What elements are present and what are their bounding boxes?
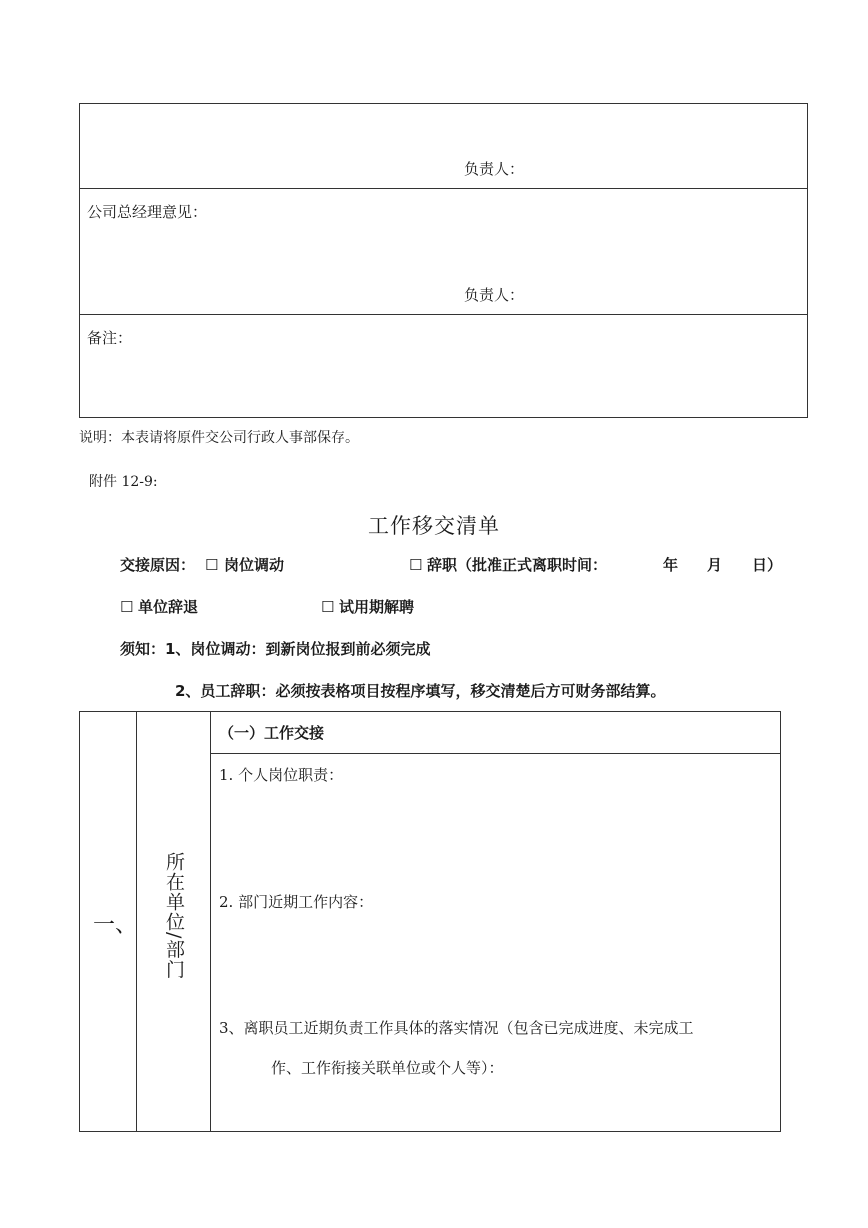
dismiss-checkbox[interactable]: ☐ [120,598,134,616]
gm-opinion-heading: 公司总经理意见： [87,203,208,221]
work-handover-heading: （一）工作交接 [219,724,325,742]
probation-checkbox[interactable]: ☐ [321,598,335,616]
notice-line-1: 须知：1、岗位调动：到新岗位报到前必须完成 [120,640,431,658]
reason-label: 交接原因： [120,556,196,574]
row1-signer-label: 负责人： [464,160,525,178]
top-table [79,103,808,418]
resign-checkbox[interactable]: ☐ [409,556,423,574]
resign-year-label: 年 [663,556,679,574]
top-table-divider-2 [79,314,808,315]
form-title: 工作移交清单 [368,514,500,538]
probation-option-label: 试用期解聘 [339,598,415,616]
section-number: 一、 [93,913,138,938]
resign-month-label: 月 [707,556,723,574]
attachment-label: 附件 12-9: [89,474,158,490]
transfer-checkbox[interactable]: ☐ [205,556,219,574]
notice-line-2: 2、员工辞职：必须按表格项目按程序填写，移交清楚后方可财务部结算。 [175,682,666,700]
handover-item-3-continuation: 作、工作衔接关联单位或个人等）： [271,1059,504,1077]
resign-option-label: 辞职（批准正式离职时间： [427,556,608,574]
handover-item-2: 2. 部门近期工作内容： [219,893,374,911]
transfer-option-label: 岗位调动 [224,556,285,574]
remarks-heading: 备注： [87,329,133,347]
dismiss-option-label: 单位辞退 [138,598,199,616]
handover-row-divider [210,753,781,754]
handover-item-1: 1. 个人岗位职责： [219,766,344,784]
department-label: 所在单位/部门 [163,852,185,980]
row2-signer-label: 负责人： [464,286,525,304]
handover-col-divider-2 [210,711,211,1132]
resign-day-label: 日） [752,556,783,574]
storage-note: 说明：本表请将原件交公司行政人事部保存。 [79,430,359,446]
top-table-divider-1 [79,188,808,189]
handover-item-3: 3、离职员工近期负责工作具体的落实情况（包含已完成进度、未完成工 [219,1019,694,1037]
